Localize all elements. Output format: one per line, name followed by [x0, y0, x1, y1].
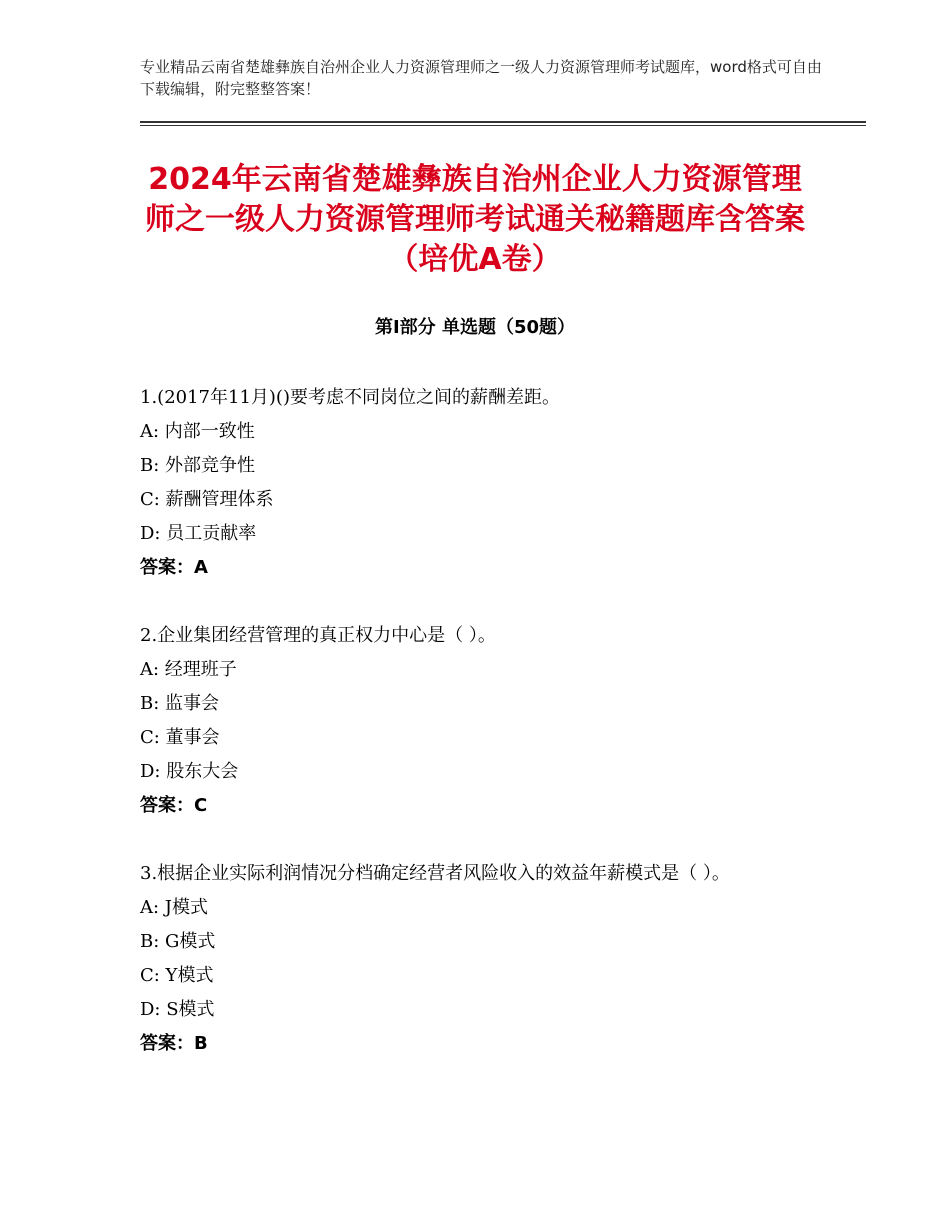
option-c: C: 董事会 — [140, 727, 220, 748]
question-1 — [140, 381, 820, 585]
header-divider — [140, 121, 866, 123]
answer: 答案：A — [140, 557, 208, 578]
question-stem: 3.根据企业实际利润情况分档确定经营者风险收入的效益年薪模式是（ ）。 — [140, 863, 730, 884]
option-b: B: 监事会 — [140, 693, 220, 714]
question-stem: 2.企业集团经营管理的真正权力中心是（ ）。 — [140, 625, 496, 646]
question-3 — [140, 857, 800, 1061]
option-d: D: 员工贡献率 — [140, 523, 257, 544]
document-title: 2024年云南省楚雄彝族自治州企业人力资源管理师之一级人力资源管理师考试通关秘籍题库含答案（培优A卷） — [145, 162, 805, 277]
option-a: A: 内部一致性 — [140, 421, 255, 442]
option-c: C: Y模式 — [140, 965, 214, 986]
answer: 答案：B — [140, 1033, 208, 1054]
option-a: A: 经理班子 — [140, 659, 237, 680]
option-b: B: G模式 — [140, 931, 216, 952]
question-2 — [140, 619, 820, 823]
option-d: D: S模式 — [140, 999, 215, 1020]
answer: 答案：C — [140, 795, 208, 816]
header-note: 专业精品云南省楚雄彝族自治州企业人力资源管理师之一级人力资源管理师考试题库，word格式可自由下载编辑，附完整整答案！ — [140, 58, 822, 98]
option-d: D: 股东大会 — [140, 761, 239, 782]
section-title: 第Ⅰ部分 单选题（50题） — [374, 317, 575, 338]
option-c: C: 薪酬管理体系 — [140, 489, 274, 510]
header-divider-thin — [140, 125, 866, 126]
option-b: B: 外部竞争性 — [140, 455, 256, 476]
option-a: A: J模式 — [140, 897, 209, 918]
question-stem: 1.(2017年11月)()要考虑不同岗位之间的薪酬差距。 — [140, 387, 560, 408]
